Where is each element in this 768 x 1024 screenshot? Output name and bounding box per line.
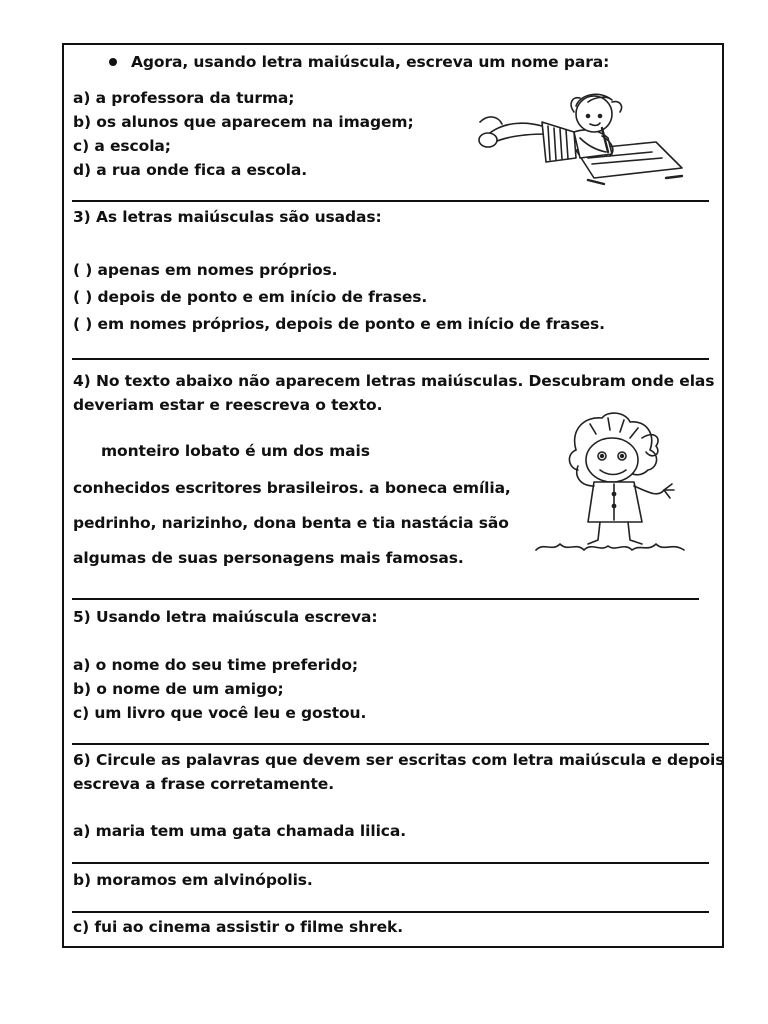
q4-text-line2: conhecidos escritores brasileiros. a boneca emília,: [73, 479, 511, 497]
intro-instruction: Agora, usando letra maiúscula, escreva um nome para:: [131, 53, 610, 71]
divider: [72, 358, 709, 360]
answer-line[interactable]: [72, 862, 709, 864]
q3-option-3[interactable]: ( ) em nomes próprios, depois de ponto e em início de frases.: [73, 315, 605, 333]
q3-title: 3) As letras maiúsculas são usadas:: [73, 208, 382, 226]
q5-item-b: b) o nome de um amigo;: [73, 680, 284, 698]
girl-drawing-icon: [476, 92, 698, 190]
q3-option-2[interactable]: ( ) depois de ponto e em início de frases.: [73, 288, 428, 306]
divider: [72, 200, 709, 202]
q6-title-line1: 6) Circule as palavras que devem ser escritas com letra maiúscula e depois: [73, 751, 725, 769]
intro-item-b: b) os alunos que aparecem na imagem;: [73, 113, 414, 131]
bullet-icon: [109, 58, 117, 66]
q4-text-line1: monteiro lobato é um dos mais: [101, 442, 370, 460]
intro-item-c: c) a escola;: [73, 137, 171, 155]
answer-line[interactable]: [72, 911, 709, 913]
q6-item-b: b) moramos em alvinópolis.: [73, 871, 313, 889]
q4-title-line1: 4) No texto abaixo não aparecem letras maiúsculas. Descubram onde elas: [73, 372, 715, 390]
q4-text-line4: algumas de suas personagens mais famosas.: [73, 549, 464, 567]
q5-item-a: a) o nome do seu time preferido;: [73, 656, 359, 674]
q3-option-1[interactable]: ( ) apenas em nomes próprios.: [73, 261, 338, 279]
q4-title-line2: deveriam estar e reescreva o texto.: [73, 396, 383, 414]
q5-title: 5) Usando letra maiúscula escreva:: [73, 608, 378, 626]
intro-item-d: d) a rua onde fica a escola.: [73, 161, 308, 179]
q4-text-line3: pedrinho, narizinho, dona benta e tia nastácia são: [73, 514, 509, 532]
divider: [72, 598, 699, 600]
q6-title-line2: escreva a frase corretamente.: [73, 775, 334, 793]
q6-item-c: c) fui ao cinema assistir o filme shrek.: [73, 918, 404, 936]
divider: [72, 743, 709, 745]
q5-item-c: c) um livro que você leu e gostou.: [73, 704, 367, 722]
intro-item-a: a) a professora da turma;: [73, 89, 295, 107]
q6-item-a: a) maria tem uma gata chamada lilica.: [73, 822, 407, 840]
emilia-doll-icon: [530, 410, 690, 560]
